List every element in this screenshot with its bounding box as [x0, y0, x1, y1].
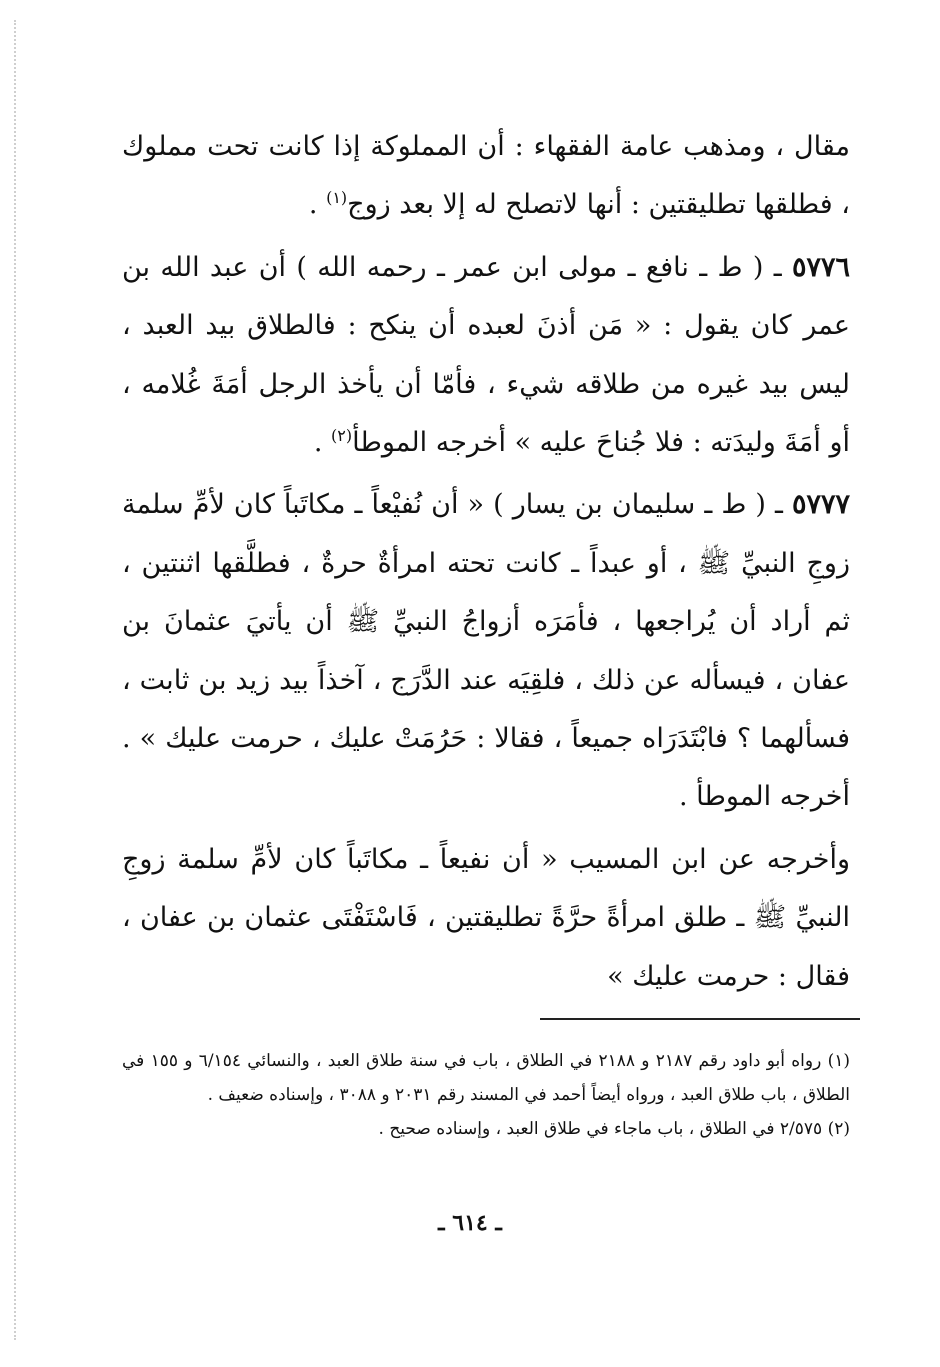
hadith-5776-end: . — [313, 427, 332, 459]
paragraph-4-text: وأخرجه عن ابن المسيب « أن نفيعاً ـ مكاتَباً كان لأمِّ سلمة زوجِ النبيِّ ﷺ ـ طلق امرأةً حرَّةً تطليقتين ، فَاسْتَفْتَى عثمان بن عفان ، فقال : حرمت عليك » — [122, 843, 850, 992]
hadith-number: ٥٧٧٦ — [791, 251, 850, 283]
hadith-5777 — [122, 476, 850, 826]
paragraph-1 — [122, 118, 850, 235]
paragraph-4 — [122, 831, 850, 1006]
paragraph-1-end: . — [308, 189, 327, 221]
page-number: ـ ٦١٤ ـ — [438, 1210, 502, 1236]
hadith-5776-text: ـ ( ط ـ نافع ـ مولى ابن عمر ـ رحمه الله ) أن عبد الله بن عمر كان يقول : « مَن أذنَ لعبده أن ينكح : فالطلاق بيد العبد ، ليس بيد غيره من طلاقه شيء ، فأمّا أن يأخذ الرجل أمَةَ غُلامه ، أو أمَةَ وليدَته : فلا جُناحَ عليه » أخرجه الموطأ — [122, 251, 850, 459]
footnote-1: (١) رواه أبو داود رقم ٢١٨٧ و ٢١٨٨ في الطلاق ، باب في سنة طلاق العبد ، والنسائي ٦/١٥٤ و ١٥٥ في الطلاق ، باب طلاق العبد ، ورواه أيضاً أحمد في المسند رقم ٢٠٣١ و ٣٠٨٨ ، وإسناده ضعيف . — [122, 1051, 850, 1105]
hadith-number: ٥٧٧٧ — [791, 489, 850, 521]
binding-margin-dots — [14, 20, 16, 1340]
hadith-5777-text: ـ ( ط ـ سليمان بن يسار ) « أن نُفيْعاً ـ مكاتَباً كان لأمِّ سلمة زوجِ النبيِّ ﷺ ، أو عبداً ـ كانت تحته امرأةٌ حرةٌ ، فطلَّقها اثنتين ، ثم أراد أن يُراجعها ، فأمَرَه أزواجُ النبيِّ ﷺ أن يأتيَ عثمانَ بن عفان ، فيسأله عن ذلك ، فلقِيَه عند الدَّرَج ، آخذاً بيد زيد بن ثابت ، فسألهما ؟ فابْتَدَرَاه جميعاً ، فقالا : حَرُمَتْ عليك ، حرمت عليك » . أخرجه الموطأ . — [122, 489, 850, 813]
footnote-separator — [540, 1018, 860, 1020]
footnote-ref-1: (١) — [326, 188, 348, 208]
footnote-ref-2: (٢) — [331, 426, 353, 446]
main-text — [122, 118, 850, 1010]
footnotes — [122, 1044, 850, 1146]
footnote-2: (٢) ٢/٥٧٥ في الطلاق ، باب ماجاء في طلاق العبد ، وإسناده صحيح . — [378, 1119, 850, 1139]
hadith-5776 — [122, 239, 850, 473]
paragraph-1-text: مقال ، ومذهب عامة الفقهاء : أن المملوكة إذا كانت تحت مملوك ، فطلقها تطليقتين : أنها لاتصلح له إلا بعد زوج — [122, 131, 850, 221]
